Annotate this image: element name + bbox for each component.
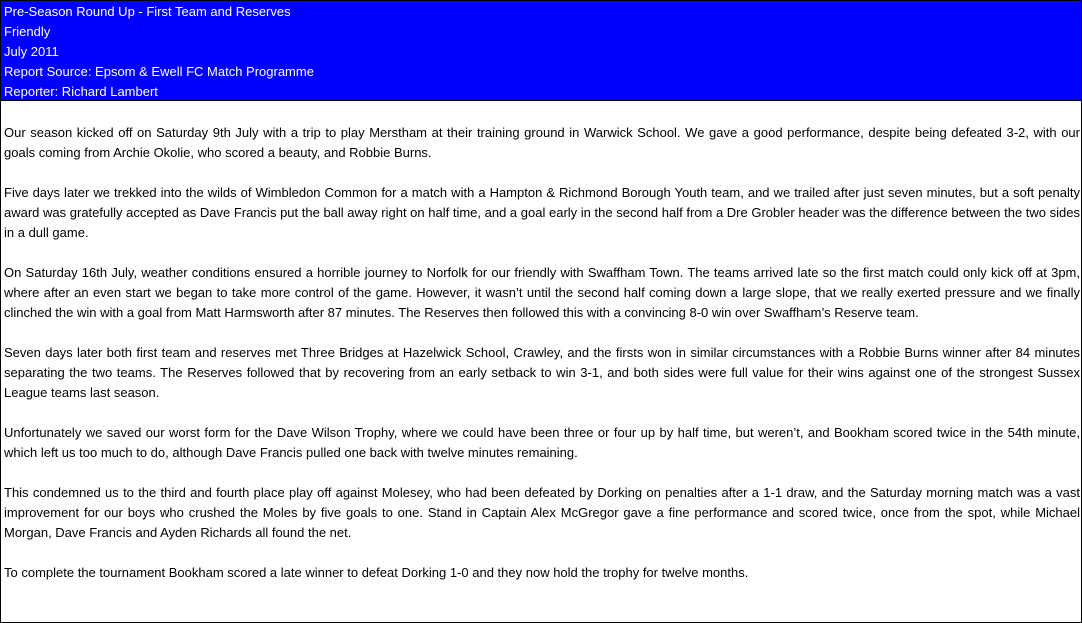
report-title: Pre-Season Round Up - First Team and Reserves	[4, 4, 291, 19]
paragraph: Seven days later both first team and reserves met Three Bridges at Hazelwick School, Crawley, and the firsts won in similar circumstances with a Robbie Burns winner after 84 minutes separating the two teams. The Reserves followed that by recovering from an early setback to win 3-1, and both sides were full value for their wins against one of the strongest Sussex League teams last season.	[4, 345, 1080, 400]
paragraph: On Saturday 16th July, weather conditions ensured a horrible journey to Norfolk for our friendly with Swaffham Town. The teams arrived late so the first match could only kick off at 3pm, where after an even start we began to take more control of the game. However, it wasn’t until the second half coming down a large slope, that we really exerted pressure and we finally clinched the win with a goal from Matt Harmsworth after 87 minutes. The Reserves then followed this with a convincing 8-0 win over Swaffham’s Reserve team.	[4, 265, 1080, 320]
report-body	[4, 123, 1080, 603]
report-date: July 2011	[4, 44, 59, 59]
match-type: Friendly	[4, 24, 51, 39]
paragraph: Five days later we trekked into the wilds of Wimbledon Common for a match with a Hampton & Richmond Borough Youth team, and we trailed after just seven minutes, but a soft penalty award was gratefully accepted as Dave Francis put the ball away right on half time, and a goal early in the second half from a Dre Grobler header was the difference between the two sides in a dull game.	[4, 185, 1080, 240]
report-header	[1, 1, 1081, 101]
paragraph: This condemned us to the third and fourth place play off against Molesey, who had been defeated by Dorking on penalties after a 1-1 draw, and the Saturday morning match was a vast improvement for our boys who crushed the Moles by five goals to one. Stand in Captain Alex McGregor gave a fine performance and scored twice, once from the spot, while Michael Morgan, Dave Francis and Ayden Richards all found the net.	[4, 485, 1080, 540]
paragraph: To complete the tournament Bookham scored a late winner to defeat Dorking 1-0 and they now hold the trophy for twelve months.	[4, 565, 749, 580]
paragraph: Unfortunately we saved our worst form for the Dave Wilson Trophy, where we could have been three or four up by half time, but weren’t, and Bookham scored twice in the 54th minute, which left us too much to do, although Dave Francis pulled one back with twelve minutes remaining.	[4, 425, 1080, 460]
report-source: Report Source: Epsom & Ewell FC Match Programme	[4, 64, 314, 79]
paragraph: Our season kicked off on Saturday 9th July with a trip to play Merstham at their training ground in Warwick School. We gave a good performance, despite being defeated 3-2, with our goals coming from Archie Okolie, who scored a beauty, and Robbie Burns.	[4, 125, 1080, 160]
reporter: Reporter: Richard Lambert	[4, 84, 158, 99]
